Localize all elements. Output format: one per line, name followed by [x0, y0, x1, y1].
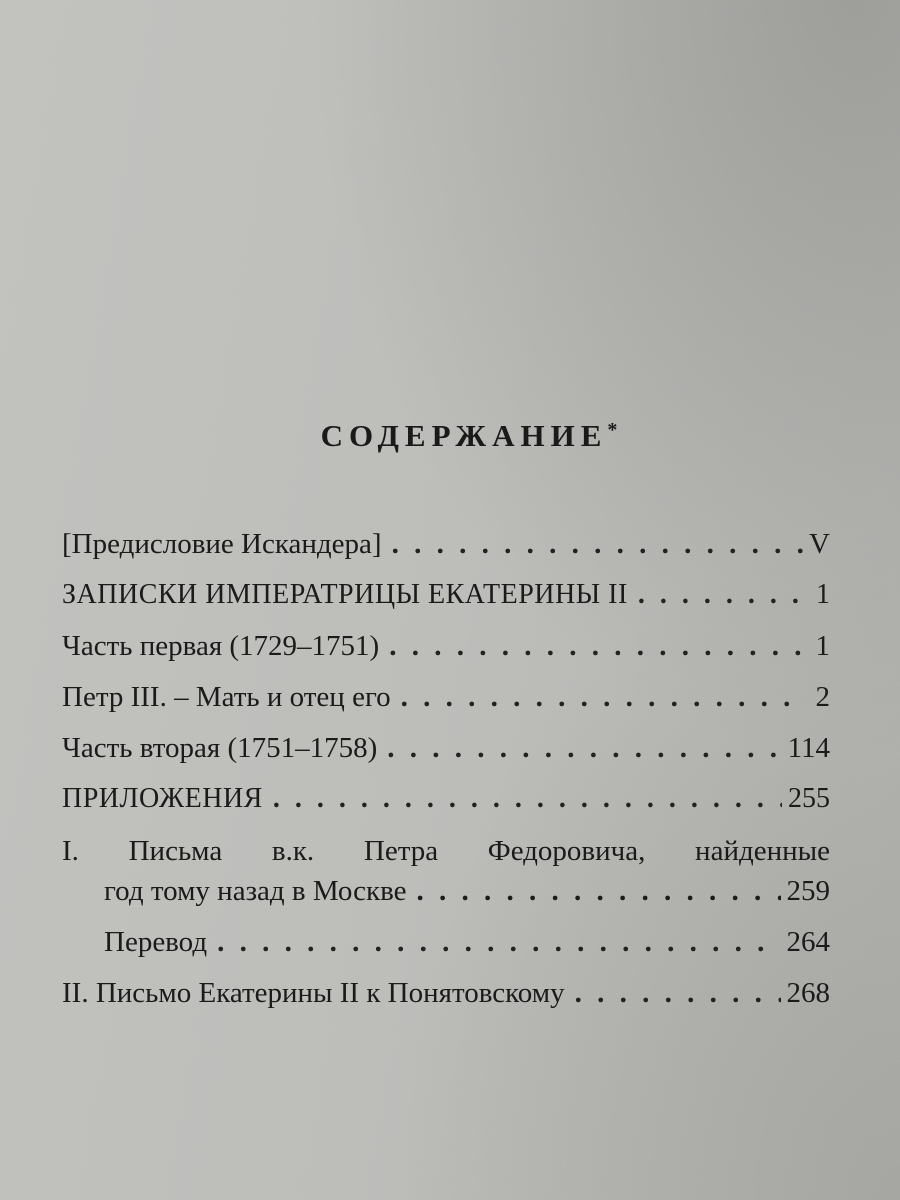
toc-entry-appendix-1[interactable]: [62, 834, 830, 926]
dot-leader: [217, 926, 780, 959]
dot-leader: [638, 579, 804, 611]
toc-entry-preface[interactable]: [62, 528, 830, 579]
toc-entry-word: Петра: [363, 835, 439, 867]
footnote-mark: *: [607, 419, 618, 441]
dot-leader: [273, 783, 782, 815]
toc-entry-title: II. Письмо Екатерины II к Понятовскому: [62, 977, 565, 1009]
toc-entry-page: 1: [816, 579, 830, 610]
toc-entry-appendix-2[interactable]: [62, 977, 830, 1028]
toc-entry-word: в.к.: [271, 835, 315, 867]
toc-entry-translation[interactable]: [62, 926, 830, 977]
toc-entry-page: 264: [786, 926, 830, 958]
toc-entry-title: [Предисловие Искандера]: [62, 528, 382, 560]
toc-entry-page: 268: [786, 977, 830, 1009]
page-title: [0, 418, 900, 454]
dot-leader: [392, 528, 803, 561]
dot-leader: [575, 977, 781, 1010]
toc-entry-word: найденные: [695, 835, 830, 867]
dot-leader: [417, 874, 781, 909]
toc-entry-title: ЗАПИСКИ ИМПЕРАТРИЦЫ ЕКАТЕРИНЫ II: [62, 579, 628, 610]
toc-entry-page: 2: [815, 681, 830, 713]
toc-entry-title: Часть вторая (1751–1758): [62, 732, 378, 764]
toc-entry-page: 1: [815, 630, 830, 662]
toc-entry-page: 259: [786, 875, 830, 907]
toc-entry-title: Перевод: [104, 926, 208, 958]
toc-entry-title: ПРИЛОЖЕНИЯ: [62, 783, 263, 814]
toc-entry-numeral: I.: [62, 835, 79, 867]
toc-entry-peter-iii[interactable]: [62, 681, 830, 732]
dot-leader: [389, 630, 804, 663]
toc-entry-appendices[interactable]: [62, 783, 830, 834]
toc-entry-title-line-2: [62, 874, 830, 926]
toc-entry-title: Петр III. – Мать и отец его: [62, 681, 391, 713]
toc-entry-memoirs[interactable]: [62, 579, 830, 630]
toc-entry-page: 114: [787, 732, 830, 764]
toc-entry-title: год тому назад в Москве: [104, 875, 407, 907]
toc-entry-page: 255: [788, 783, 830, 814]
dot-leader: [401, 681, 804, 714]
dot-leader: [387, 732, 781, 765]
table-of-contents: [62, 528, 830, 1028]
toc-entry-title: Часть первая (1729–1751): [62, 630, 380, 662]
toc-entry-title-line-1: [62, 834, 830, 874]
toc-entry-part-two[interactable]: [62, 732, 830, 783]
toc-entry-word: Федоровича,: [487, 835, 646, 867]
page-title-text: СОДЕРЖАНИЕ: [320, 418, 608, 453]
toc-entry-page: V: [809, 528, 830, 560]
toc-entry-word: Письма: [128, 835, 223, 867]
toc-entry-part-one[interactable]: [62, 630, 830, 681]
